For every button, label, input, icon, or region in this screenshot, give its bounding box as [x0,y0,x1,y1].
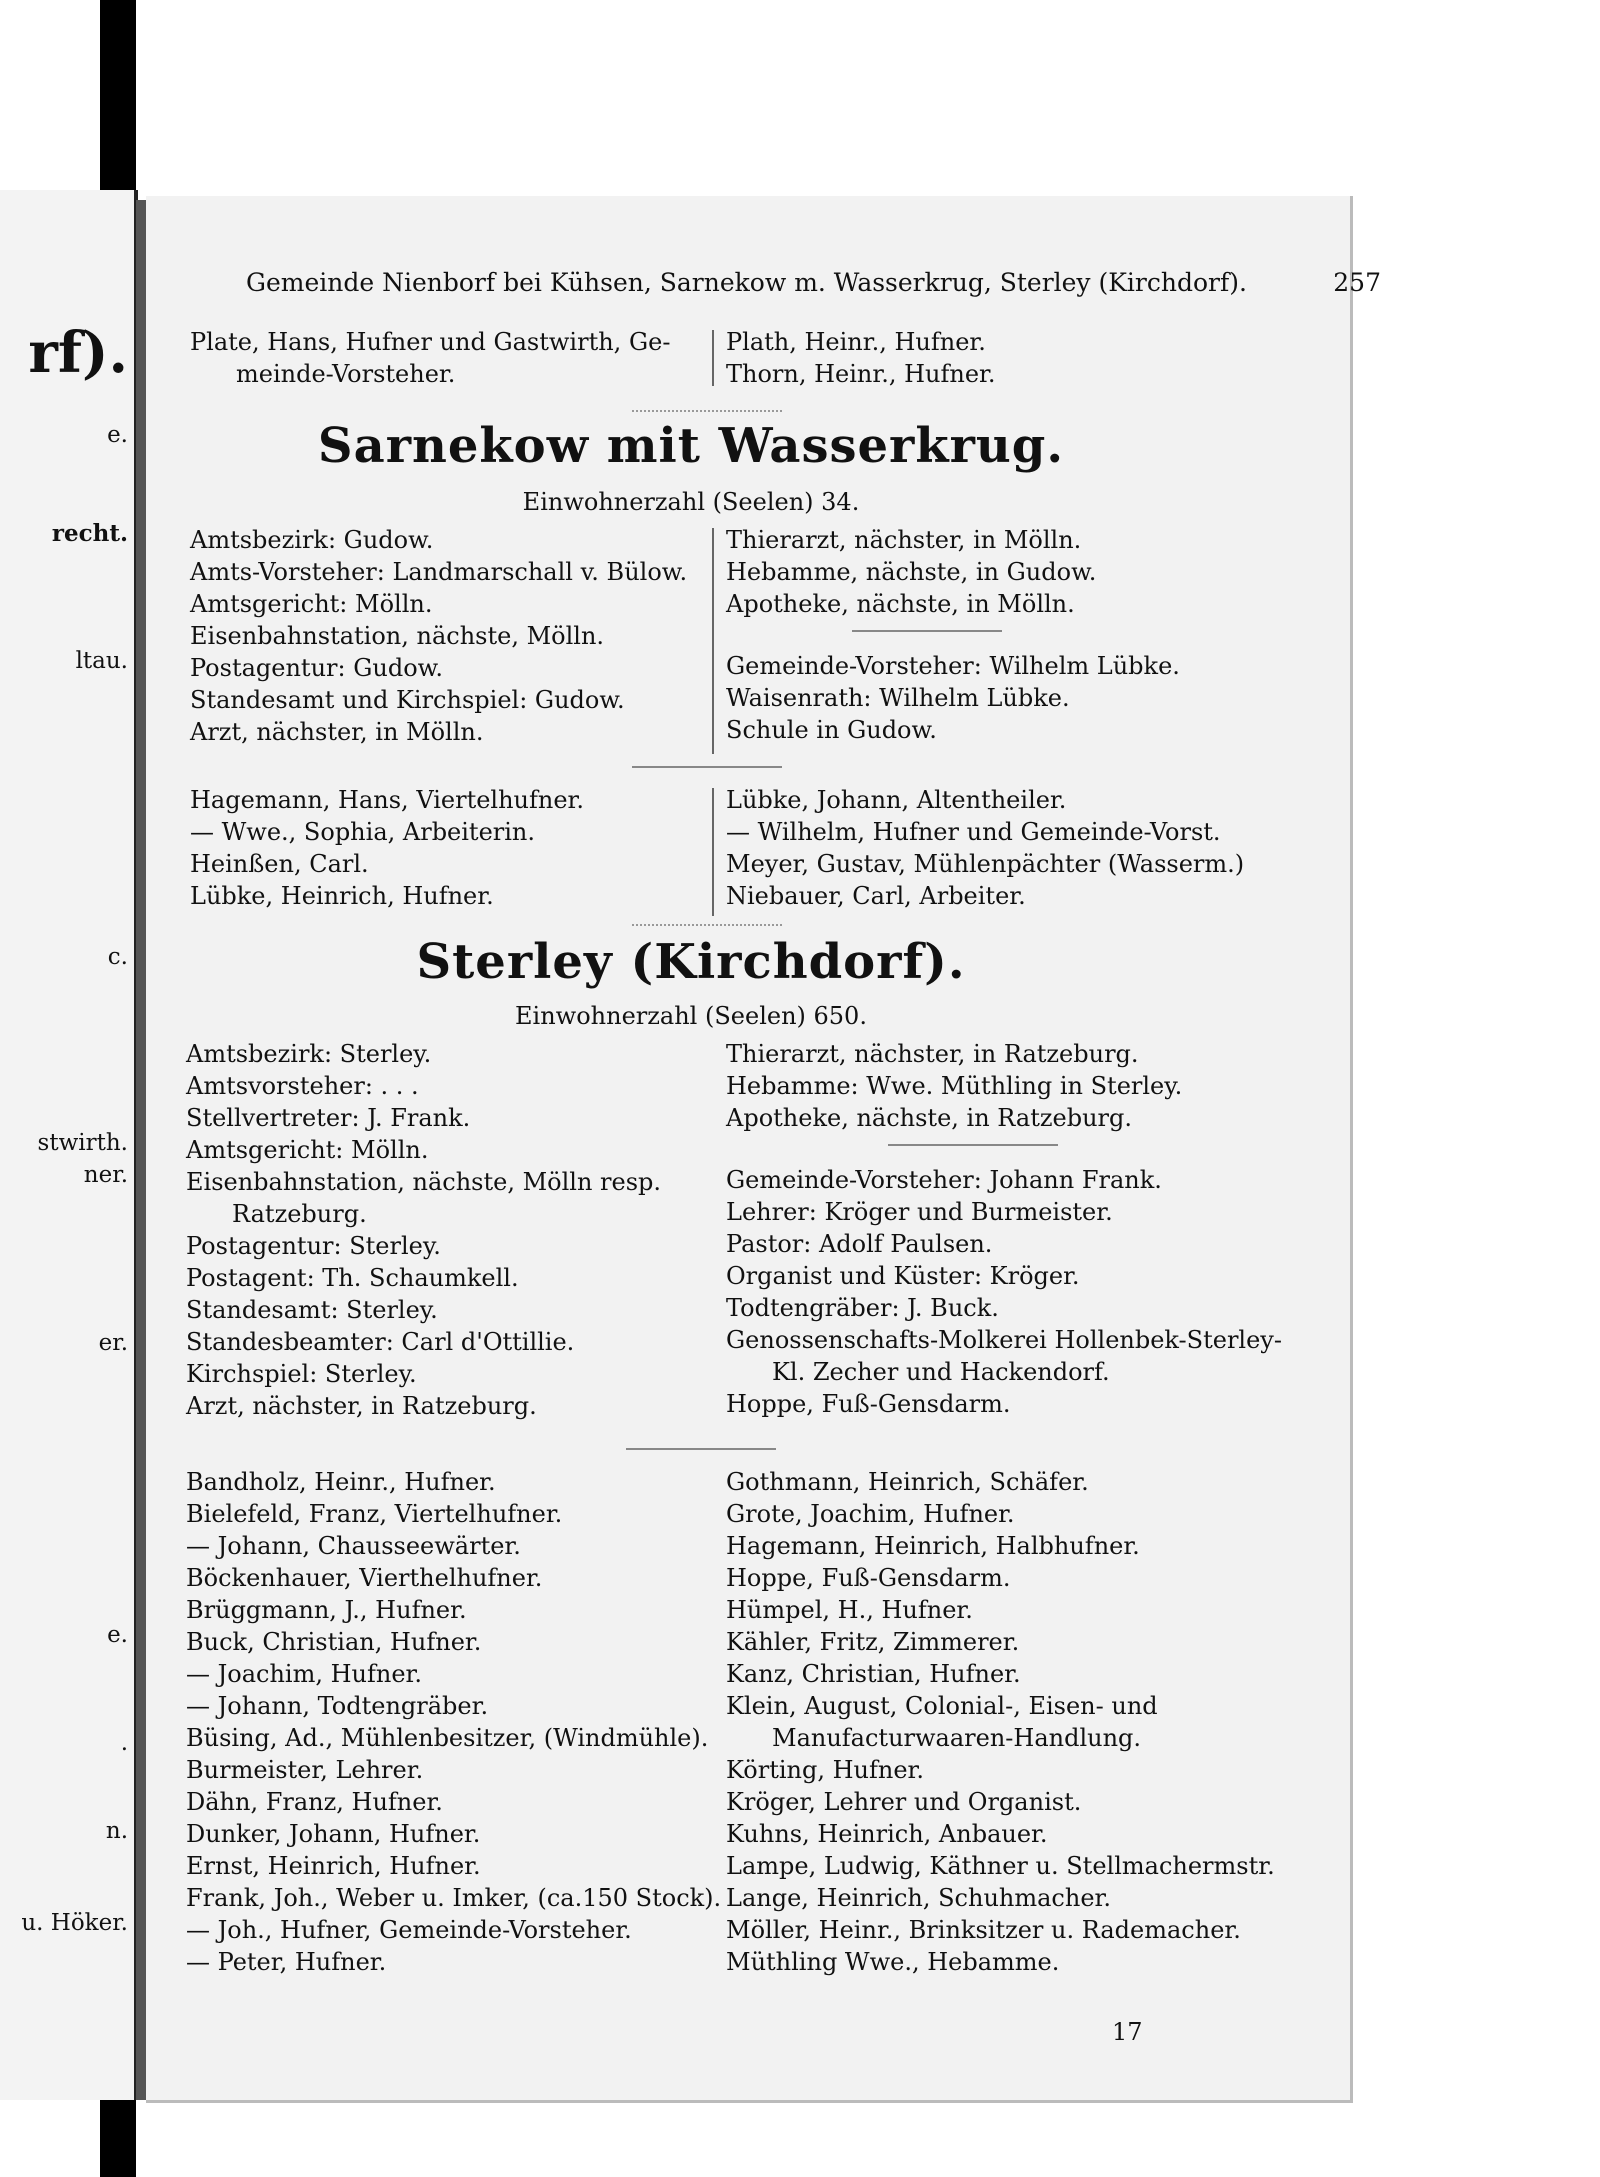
info-divider [888,1144,1058,1146]
info-line: Amts-Vorsteher: Landmarschall v. Bülow. [190,558,688,586]
resident-entry: — Joachim, Hufner. [186,1660,422,1688]
resident-entry: Buck, Christian, Hufner. [186,1628,482,1656]
left-frag-title: rf). [28,320,128,386]
resident-entry: Lampe, Ludwig, Käthner u. Stellmachermstr. [726,1852,1275,1880]
left-frag-8: e. [107,1622,128,1648]
resident-entry: Hümpel, H., Hufner. [726,1596,973,1624]
info-line: Thierarzt, nächster, in Ratzeburg. [726,1040,1139,1068]
left-frag-10: n. [105,1818,128,1844]
info-line: Hebamme: Wwe. Müthling in Sterley. [726,1072,1183,1100]
info-line: Thierarzt, nächster, in Mölln. [726,526,1082,554]
entry-line: Thorn, Heinr., Hufner. [726,360,996,388]
info-line: Eisenbahnstation, nächste, Mölln. [190,622,605,650]
running-head-text: Gemeinde Nienborf bei Kühsen, Sarnekow m. Wasserkrug, Sterley (Kirchdorf). [246,268,1247,297]
info-line: Genossenschafts-Molkerei Hollenbek-Sterley- [726,1326,1282,1354]
section-separator [632,918,782,926]
resident-entry: Burmeister, Lehrer. [186,1756,424,1784]
left-page-fragment [0,190,138,2100]
resident-entry: — Wwe., Sophia, Arbeiterin. [190,818,536,846]
resident-entry: Hoppe, Fuß-Gensdarm. [726,1564,1011,1592]
sarnekow-info-right [726,524,1336,620]
info-line: Amtsbezirk: Sterley. [186,1040,432,1068]
resident-entry: Dähn, Franz, Hufner. [186,1788,443,1816]
sarnekow-residents-left [190,784,710,912]
population-sterley: Einwohnerzahl (Seelen) 650. [515,1002,867,1030]
info-line: Hoppe, Fuß-Gensdarm. [726,1390,1011,1418]
info-line: Amtsbezirk: Gudow. [190,526,434,554]
info-line: Kl. Zecher und Hackendorf. [772,1358,1110,1386]
resident-entry: Kähler, Fritz, Zimmerer. [726,1628,1020,1656]
resident-entry: Brüggmann, J., Hufner. [186,1596,467,1624]
resident-entry: Kröger, Lehrer und Organist. [726,1788,1082,1816]
left-frag-7: er. [98,1330,128,1356]
entry-line: meinde-Vorsteher. [236,360,456,388]
info-line: Organist und Küster: Kröger. [726,1262,1080,1290]
resident-entry: Bandholz, Heinr., Hufner. [186,1468,496,1496]
info-line: Apotheke, nächste, in Ratzeburg. [726,1104,1133,1132]
info-line: Waisenrath: Wilhelm Lübke. [726,684,1070,712]
resident-entry: Hagemann, Heinrich, Halbhufner. [726,1532,1140,1560]
resident-entry: Bielefeld, Franz, Viertelhufner. [186,1500,563,1528]
sterley-residents-right [726,1466,1336,1978]
resident-entry: Ernst, Heinrich, Hufner. [186,1852,481,1880]
left-frag-9: . [120,1730,128,1756]
info-divider [852,630,1002,632]
resident-entry: Klein, August, Colonial-, Eisen- und [726,1692,1158,1720]
info-line: Arzt, nächster, in Ratzeburg. [186,1392,537,1420]
sarnekow-info-left [190,524,710,748]
resident-entry: Kanz, Christian, Hufner. [726,1660,1021,1688]
resident-entry: Müthling Wwe., Hebamme. [726,1948,1060,1976]
resident-entry: Kuhns, Heinrich, Anbauer. [726,1820,1048,1848]
info-line: Amtsvorsteher: . . . [186,1072,419,1100]
resident-entry: — Joh., Hufner, Gemeinde-Vorsteher. [186,1916,632,1944]
info-line: Postagent: Th. Schaumkell. [186,1264,519,1292]
left-frag-2: recht. [51,520,128,547]
info-line: Standesamt und Kirchspiel: Gudow. [190,686,625,714]
info-line: Eisenbahnstation, nächste, Mölln resp. [186,1168,662,1196]
info-line: Postagentur: Gudow. [190,654,443,682]
sterley-info-left [186,1038,711,1422]
signature-mark: 17 [1112,2018,1143,2046]
sterley-residents-left [186,1466,722,1978]
page-number: 257 [1333,268,1381,297]
directory-page [146,196,1381,2103]
prev-section-right [726,326,1326,390]
info-line: Ratzeburg. [232,1200,367,1228]
info-line: Schule in Gudow. [726,716,937,744]
info-line: Gemeinde-Vorsteher: Johann Frank. [726,1166,1162,1194]
entry-line: Plate, Hans, Hufner und Gastwirth, Ge- [190,328,671,356]
left-frag-4: c. [107,944,128,970]
info-line: Amtsgericht: Mölln. [190,590,433,618]
column-divider [712,330,714,386]
resident-entry: Böckenhauer, Vierthelhufner. [186,1564,543,1592]
column-divider [712,788,714,916]
resident-entry: Hagemann, Hans, Viertelhufner. [190,786,585,814]
left-frag-3: ltau. [75,648,128,674]
resident-entry: Manufacturwaaren-Handlung. [772,1724,1142,1752]
info-line: Hebamme, nächste, in Gudow. [726,558,1097,586]
resident-entry: Heinßen, Carl. [190,850,369,878]
section-title-sarnekow: Sarnekow mit Wasserkrug. [317,418,1065,474]
resident-entry: Grote, Joachim, Hufner. [726,1500,1015,1528]
info-line: Stellvertreter: J. Frank. [186,1104,471,1132]
resident-entry: Dunker, Johann, Hufner. [186,1820,481,1848]
resident-entry: — Johann, Chausseewärter. [186,1532,521,1560]
sarnekow-residents-right [726,784,1336,912]
info-line: Lehrer: Kröger und Burmeister. [726,1198,1113,1226]
info-divider [632,766,782,768]
info-line: Gemeinde-Vorsteher: Wilhelm Lübke. [726,652,1180,680]
info-line: Arzt, nächster, in Mölln. [190,718,484,746]
resident-entry: Meyer, Gustav, Mühlenpächter (Wasserm.) [726,850,1245,878]
sarnekow-officials [726,650,1336,746]
info-line: Pastor: Adolf Paulsen. [726,1230,993,1258]
info-line: Standesbeamter: Carl d'Ottillie. [186,1328,575,1356]
resident-entry: Möller, Heinr., Brinksitzer u. Rademacher. [726,1916,1241,1944]
sterley-info-right [726,1038,1336,1134]
resident-entry: — Peter, Hufner. [186,1948,387,1976]
resident-entry: Lange, Heinrich, Schuhmacher. [726,1884,1111,1912]
page-spine [136,200,146,2100]
resident-entry: Körting, Hufner. [726,1756,924,1784]
resident-entry: — Johann, Todtengräber. [186,1692,489,1720]
info-line: Postagentur: Sterley. [186,1232,441,1260]
info-line: Apotheke, nächste, in Mölln. [726,590,1075,618]
left-frag-6: ner. [83,1162,128,1188]
population-sarnekow: Einwohnerzahl (Seelen) 34. [522,488,860,516]
column-divider [712,528,714,754]
resident-entry: — Wilhelm, Hufner und Gemeinde-Vorst. [726,818,1221,846]
resident-entry: Lübke, Heinrich, Hufner. [190,882,494,910]
info-line: Kirchspiel: Sterley. [186,1360,417,1388]
sterley-officials [726,1164,1336,1420]
left-frag-5: stwirth. [37,1130,128,1156]
left-frag-1: e. [107,422,128,448]
resident-entry: Lübke, Johann, Altentheiler. [726,786,1067,814]
entry-line: Plath, Heinr., Hufner. [726,328,986,356]
info-line: Amtsgericht: Mölln. [186,1136,429,1164]
info-line: Todtengräber: J. Buck. [726,1294,999,1322]
resident-entry: Büsing, Ad., Mühlenbesitzer, (Windmühle). [186,1724,709,1752]
section-separator [632,404,782,412]
info-line: Standesamt: Sterley. [186,1296,438,1324]
left-frag-11: u. Höker. [21,1910,128,1936]
resident-entry: Niebauer, Carl, Arbeiter. [726,882,1026,910]
section-title-sterley: Sterley (Kirchdorf). [416,934,966,990]
resident-entry: Frank, Joh., Weber u. Imker, (ca.150 Stock). [186,1884,722,1912]
running-head [246,268,1381,297]
resident-entry: Gothmann, Heinrich, Schäfer. [726,1468,1089,1496]
info-divider [626,1448,776,1450]
